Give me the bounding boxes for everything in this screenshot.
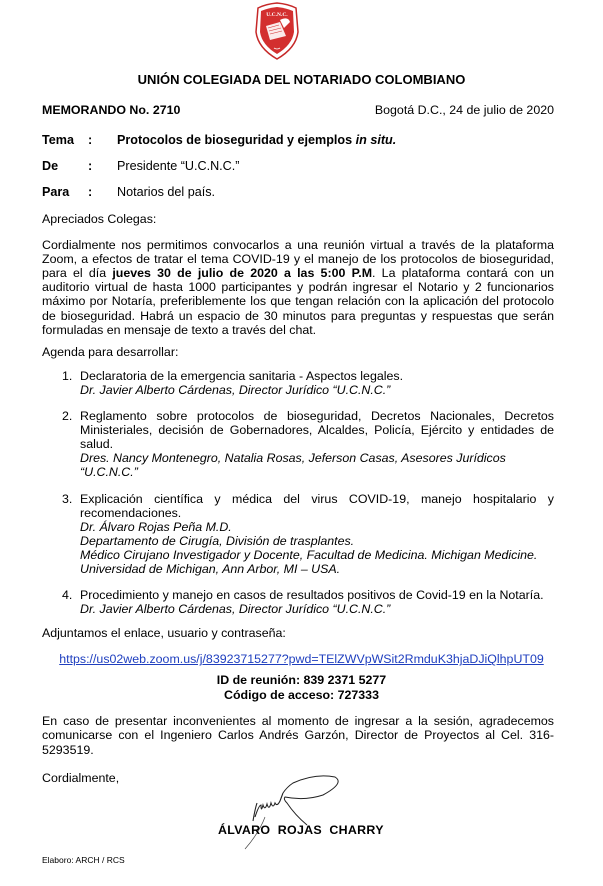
- agenda-number: 2.: [62, 409, 73, 424]
- logo-area: [0, 0, 603, 64]
- agenda-speaker: Dres. Nancy Montenegro, Natalia Rosas, Jeferson Casas, Asesores Jurídicos “U.C.N.C.”: [80, 451, 506, 480]
- agenda-text: Explicación científica y médica del virus COVID-19, manejo hospitalario y recomendaciones.: [80, 491, 554, 520]
- agenda-speaker: Dr. Javier Alberto Cárdenas, Director Jurídico “U.C.N.C.”: [80, 382, 391, 397]
- organization-title: UNIÓN COLEGIADA DEL NOTARIADO COLOMBIANO: [137, 72, 466, 87]
- tema-text: Protocolos de bioseguridad y ejemplos: [117, 133, 356, 147]
- de-label: De: [42, 159, 59, 173]
- body-paragraph: [42, 238, 554, 337]
- agenda-speaker: Dr. Javier Alberto Cárdenas, Director Jurídico “U.C.N.C.”: [80, 602, 391, 617]
- tema-value: [117, 132, 396, 148]
- tema-italic: in situ.: [355, 133, 397, 147]
- signature-icon: [225, 771, 345, 851]
- de-separator: :: [88, 159, 93, 173]
- de-value: Presidente “U.C.N.C.”: [117, 159, 240, 173]
- meeting-date: jueves 30 de julio de 2020 a las 5:00 P.M: [112, 266, 373, 281]
- tema-label: Tema: [42, 133, 74, 147]
- agenda-number: 4.: [62, 588, 73, 603]
- agenda-speaker: Médico Cirujano Investigador y Docente, Facultad de Medicina. Michigan Medicine.: [80, 547, 538, 562]
- meeting-id: ID de reunión: 839 2371 5277: [216, 673, 387, 688]
- body-text-a: Cordialmente nos permitimos convocarlos a una reunión virtual a través de la plataforma Zoom, a efectos de tratar el tema COVID-19 y el manejo de los protocolos de bioseguridad, para el día: [42, 238, 554, 281]
- agenda-speaker: Universidad de Michigan, Ann Arbor, MI – USA.: [80, 561, 341, 576]
- para-label: Para: [42, 185, 70, 199]
- greeting: Apreciados Colegas:: [42, 212, 157, 226]
- agenda-speaker: Dr. Álvaro Rojas Peña M.D.: [80, 519, 232, 534]
- agenda-text: Declaratoria de la emergencia sanitaria - Aspectos legales.: [80, 368, 404, 383]
- agenda-item: [62, 588, 554, 616]
- tema-row: [42, 132, 554, 148]
- agenda-item: [62, 369, 554, 397]
- closing: Cordialmente,: [42, 770, 120, 785]
- access-code: Código de acceso: 727333: [224, 687, 379, 702]
- para-value: Notarios del país.: [117, 185, 216, 199]
- agenda-speaker: Departamento de Cirugía, División de trasplantes.: [80, 533, 355, 548]
- shield-emblem-icon: [254, 2, 300, 60]
- support-text: En caso de presentar inconvenientes al momento de ingresar a la sesión, agradecemos comunicarse con el Ingeniero Carlos Andrés Garzón, Director de Proyectos al Cel. 316-5293519.: [42, 714, 554, 757]
- agenda-item: [62, 409, 554, 479]
- agenda-text: Procedimiento y manejo en casos de resultados positivos de Covid-19 en la Notaría.: [80, 588, 544, 603]
- tema-separator: :: [88, 133, 93, 147]
- para-separator: :: [88, 185, 93, 199]
- agenda-title: Agenda para desarrollar:: [42, 344, 179, 359]
- agenda-number: 1.: [62, 368, 73, 383]
- memo-number: MEMORANDO No. 2710: [42, 103, 181, 117]
- de-row: [42, 158, 554, 174]
- signatory-name: ÁLVARO ROJAS CHARRY: [218, 822, 384, 837]
- logo-text: U.C.N.C.: [266, 12, 288, 18]
- memo-header: [42, 102, 554, 118]
- place-date: Bogotá D.C., 24 de julio de 2020: [374, 103, 554, 117]
- attach-text: Adjuntamos el enlace, usuario y contraseña:: [42, 626, 286, 641]
- zoom-link-row: [0, 652, 603, 667]
- agenda-text: Reglamento sobre protocolos de bioseguridad, Decretos Nacionales, Decretos Ministeriales, decisión de Gobernadores, Alcaldes, Policía, Ejército y entidades de salud.: [80, 409, 554, 452]
- body-text-b: . La plataforma contará con un auditorio virtual de hasta 1000 participantes y podrán ingresar el Notario y 2 funcionarios máximo por Notaría, preferiblemente los que tengan relación con la aplicación del protocolo de bioseguridad. Habrá un espacio de 30 minutos para preguntas y respuestas que serán formuladas en mensaje de texto a través del chat.: [42, 266, 554, 337]
- agenda-number: 3.: [62, 491, 73, 506]
- agenda-item: [62, 492, 554, 577]
- signature-block: [42, 785, 554, 855]
- elaboro-note: Elaboro: ARCH / RCS: [42, 854, 125, 865]
- zoom-meeting-link[interactable]: https://us02web.zoom.us/j/83923715277?pwd=TElZWVpWSit2RmduK3hjaDJiQlhpUT09: [59, 652, 544, 667]
- para-row: [42, 184, 554, 200]
- memo-document: [42, 102, 554, 886]
